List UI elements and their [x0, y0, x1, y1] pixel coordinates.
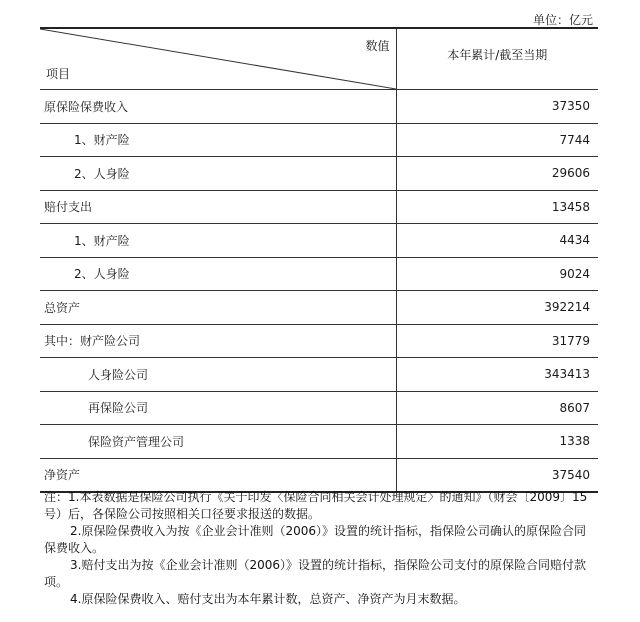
row-value: 8607 — [396, 391, 598, 425]
row-label: 原保险保费收入 — [40, 90, 396, 124]
table-row — [40, 90, 598, 124]
table-row — [40, 358, 598, 392]
table-row — [40, 190, 598, 224]
row-value: 392214 — [396, 291, 598, 325]
row-value: 31779 — [396, 324, 598, 358]
row-value: 29606 — [396, 157, 598, 191]
row-label: 再保险公司 — [40, 391, 396, 425]
table-row — [40, 157, 598, 191]
row-value: 343413 — [396, 358, 598, 392]
value-column-title: 本年累计/截至当期 — [447, 47, 548, 62]
row-label: 1、财产险 — [40, 123, 396, 157]
row-value: 9024 — [396, 257, 598, 291]
row-label: 总资产 — [40, 291, 396, 325]
footnote-1: 注：1.本表数据是保险公司执行《关于印发〈保险合同相关会计处理规定〉的通知》（财会〔2009〕15号）后，各保险公司按照相关口径要求报送的数据。 — [44, 490, 588, 521]
table-row — [40, 123, 598, 157]
unit-label: 单位：亿元 — [532, 13, 593, 27]
row-label: 净资产 — [40, 458, 396, 492]
row-value: 37540 — [396, 458, 598, 492]
footnote-4: 4.原保险保费收入、赔付支出为本年累计数，总资产、净资产为月末数据。 — [70, 592, 466, 606]
row-label: 赔付支出 — [40, 190, 396, 224]
header-value-label: 数值 — [365, 39, 390, 53]
diagonal-line — [40, 29, 396, 89]
row-value: 4434 — [396, 224, 598, 258]
table-row — [40, 257, 598, 291]
table-header-row — [40, 28, 598, 90]
footnotes — [44, 489, 596, 608]
row-label: 其中：财产险公司 — [40, 324, 396, 358]
insurance-data-table — [40, 27, 598, 493]
table-row — [40, 425, 598, 459]
row-value: 37350 — [396, 90, 598, 124]
row-label: 人身险公司 — [40, 358, 396, 392]
row-label: 2、人身险 — [40, 157, 396, 191]
diagonal-header-cell — [40, 28, 396, 90]
table-row — [40, 224, 598, 258]
row-label: 保险资产管理公司 — [40, 425, 396, 459]
table-row — [40, 291, 598, 325]
insurance-data-table-wrap — [40, 27, 598, 493]
table-row — [40, 324, 598, 358]
table-row — [40, 391, 598, 425]
row-value: 13458 — [396, 190, 598, 224]
footnote-3: 3.赔付支出为按《企业会计准则（2006）》设置的统计指标，指保险公司支付的原保险合同赔付款项。 — [44, 558, 586, 589]
row-value: 1338 — [396, 425, 598, 459]
table-row — [40, 458, 598, 492]
header-item-label: 项目 — [46, 67, 71, 81]
row-label: 1、财产险 — [40, 224, 396, 258]
value-column-header — [396, 28, 598, 90]
footnote-2: 2.原保险保费收入为按《企业会计准则（2006）》设置的统计指标，指保险公司确认的原保险合同保费收入。 — [44, 524, 586, 555]
row-label: 2、人身险 — [40, 257, 396, 291]
row-value: 7744 — [396, 123, 598, 157]
